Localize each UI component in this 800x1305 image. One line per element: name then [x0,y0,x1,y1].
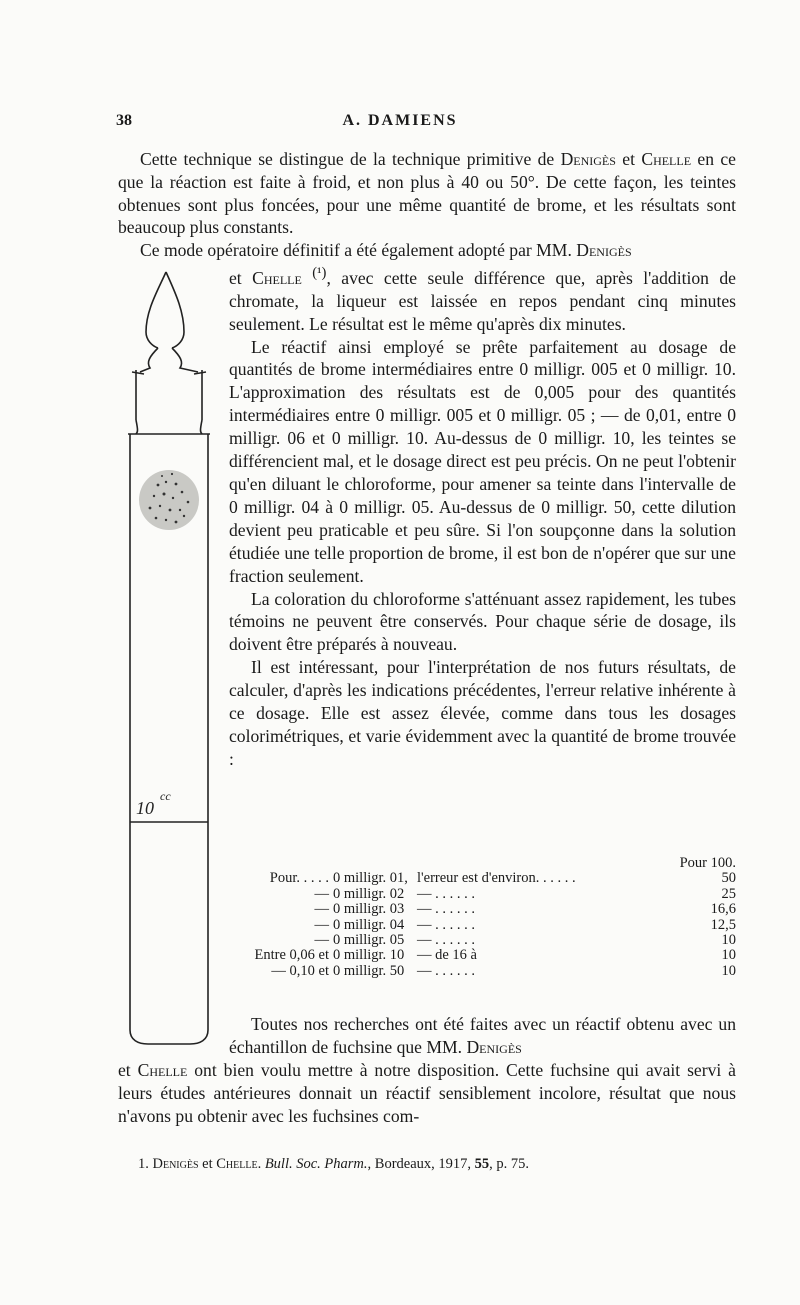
author-name: Chelle [252,267,302,288]
table-row [229,887,736,902]
stipple-sphere [139,470,199,530]
paragraph-5: Il est intéressant, pour l'interprétation de nos futurs résultats, de calculer, d'après les indications précédentes, l'erreur relative inhérente à ce dosage. Elle est assez élevée, comme dans tous les dosages colorimétriques, et varie évidemment avec la quantité de brome trouvée : [229,657,736,769]
page-header [0,112,800,136]
table-row [229,948,736,963]
table-cell: — . . . . . . [417,885,475,902]
table-cell: 0 milligr. 03 [333,901,405,918]
paragraph-1: Cette technique se distingue de la technique primitive de Denigès et Chelle en ce que la réaction est faite à froid, et non plus à 40 ou 50°. De cette façon, les teintes obtenues sont plus foncées, pour une même quantité de brome, et les résultats sont beaucoup plus constants. Ce mode opératoire définitif a été également adopté par MM. Denigès [118,149,736,261]
table-row [229,918,736,933]
table-cell: 10 [721,931,736,948]
footnote: 1. Denigès et Chelle. Bull. Soc. Pharm., Bordeaux, 1917, 55, p. 75. [138,1156,530,1172]
author-name: Denigès [466,1036,522,1057]
page-number: 38 [116,112,132,129]
table-cell: Entre 0,06 et [254,947,329,964]
error-table [229,856,736,979]
table-header: Pour 100. [679,855,736,871]
footnote-ref: (¹) [312,265,327,281]
table-cell: 0 milligr. 04 [333,916,405,933]
tube-volume-label: 10 [136,798,154,818]
table-cell: 0 milligr. 02 [333,885,405,902]
table-cell: 12,5 [710,916,736,933]
author-name: Denigès [576,240,632,261]
table-body [229,871,736,979]
table-cell: 0 milligr. 01, [333,870,408,887]
tube-volume-unit: cc [160,789,171,803]
author-name: Chelle [137,1060,188,1080]
right-column-text: et Chelle $^{(^1)}$, avec cette seule différence que, après l'addition de chromate, la liqueur est laissée en repos pendant cinq minutes seulement. Le résultat est le même qu'après dix minutes. Le réactif ainsi employé se prête parfaitement au dosage de quantités de brome intermédiaires entre 0 milligr. 005 et 0 milligr. 10. L'approximation des résultats est de 0,005 pour des quantités intermédiaires entre 0 milligr. 005 et 0 milligr. 05 ; — de 0,01, entre 0 milligr. 06 et 0 milligr. 10. Au-dessus de 0 milligr. 10, les teintes se différencient mal, et le dosage direct est peu précis. On ne peut l'obtenir qu'en diluant le chloroforme, pour amener sa teinte dans l'intervalle de 0 milligr. 04 à 0 milligr. 05. Au-dessus de 0 milligr. 50, cette dilution devient peu praticable et peu sûre. Si l'on soupçonne dans la solution étudiée une telle proportion de brome, il est bon de n'opérer que sur une fraction seulement. La coloration du chloroforme s'atténuant assez rapidement, les tubes témoins ne peuvent être conservés. Pour chaque série de dosage, ils doivent être préparés à nouveau. Il est intéressant, pour l'interprétation de nos futurs résultats, de calculer, d'après les indications précédentes, l'erreur relative inhérente à ce dosage. Elle est assez élevée, comme dans tous les dosages colorimétriques, et varie évidemment avec la quantité de brome trouvée : [229,265,736,769]
paragraph-3: Le réactif ainsi employé se prête parfaitement au dosage de quantités de brome intermédiaires entre 0 milligr. 005 et 0 milligr. 10. L'approximation des résultats est de 0,005 pour des quantités intermédiaires entre 0 milligr. 005 et 0 milligr. 05 ; — de 0,01, entre 0 milligr. 06 et 0 milligr. 10. Au-dessus de 0 milligr. 10, les teintes se différencient mal, et le dosage direct est peu précis. On ne peut l'obtenir qu'en diluant le chloroforme, pour amener sa teinte dans l'intervalle de 0 milligr. 04 à 0 milligr. 05. Au-dessus de 0 milligr. 50, cette dilution devient peu praticable et peu sûre. Si l'on soupçonne dans la solution étudiée une telle proportion de brome, il est bon de n'opérer que sur une fraction seulement. [229,336,736,586]
table-cell: — [314,931,329,948]
table-cell: 0 milligr. 10 [333,947,405,964]
table-cell: Pour. . . . . [269,870,329,887]
table-cell: 0 milligr. 50 [333,962,405,979]
table-cell: 10 [721,962,736,979]
table-cell: 25 [721,885,736,902]
paragraph-4: La coloration du chloroforme s'atténuant assez rapidement, les tubes témoins ne peuvent être conservés. Pour chaque série de dosage, ils doivent être préparés à nouveau. [229,588,736,655]
test-tube-illustration [118,270,218,1050]
table-cell: — de 16 à [417,947,477,964]
table-cell: — 0,10 et [271,962,329,979]
paragraph-6-column: Toutes nos recherches ont été faites avec un réactif obtenu avec un échantillon de fuchsine que MM. Denigès [229,1014,736,1057]
author-name: Denigès [560,149,616,169]
table-cell: l'erreur est d'environ. . . . . . [417,870,576,887]
table-cell: 50 [721,870,736,887]
tube-figure [118,270,218,1050]
table-row [229,933,736,948]
table-cell: 16,6 [710,901,736,918]
author-name: Chelle [641,149,692,169]
table-cell: — . . . . . . [417,931,475,948]
table-row [229,964,736,979]
table-cell: — [314,916,329,933]
table-cell: — [314,885,329,902]
table-cell: — . . . . . . [417,916,475,933]
table-cell: 0 milligr. 05 [333,931,405,948]
table-row [229,871,736,886]
table-cell: — . . . . . . [417,962,475,979]
table-cell: — [314,901,329,918]
table-row [229,902,736,917]
table-cell: 10 [721,947,736,964]
paragraph-6-full: et Chelle ont bien voulu mettre à notre disposition. Cette fuchsine qui avait servi à leurs études antérieures donnait un réactif sensiblement incolore, résultat que nous n'avons pu obtenir avec les fuchsines com- [118,1060,736,1126]
table-cell: — . . . . . . [417,901,475,918]
running-head: A. DAMIENS [342,112,458,129]
